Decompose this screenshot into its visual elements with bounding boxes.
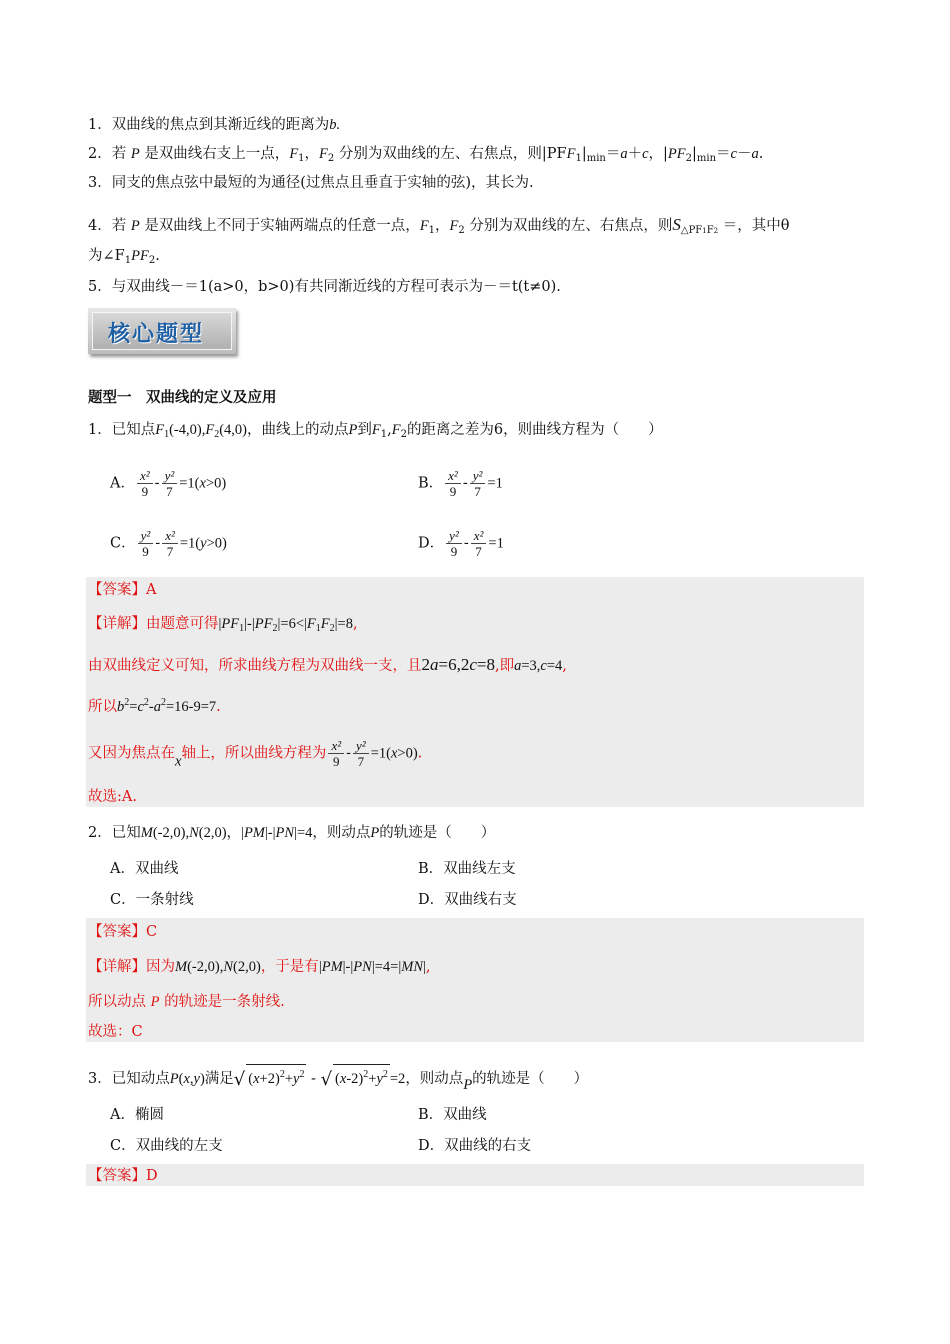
question-1-option-d[interactable]: D． $\frac{\text{y²}}{9}$ - $\frac{\text{x²}}{7}$ =1 xyxy=(418,528,504,559)
question-1-option-c[interactable]: C． $\frac{\text{y²}}{9}$ - $\frac{\text{x²}}{7}$ =1(y>0) xyxy=(110,528,227,559)
property-1: 1．双曲线的焦点到其渐近线的距离为b. xyxy=(88,117,341,133)
question-2-option-a[interactable]: A．双曲线 xyxy=(110,861,179,877)
answer-1-conclusion: 故选:A. xyxy=(88,789,137,805)
question-1-stem: 1．已知点$F_1(-4,0),F_2(4,0)$，曲线上的动点P到$F_1,F_2$的距离之差为6，则曲线方程为（ ） xyxy=(88,422,663,440)
question-2-stem: 2．已知M(-2,0),N(2,0)，|PM|-|PN|=4，则动点P的轨迹是（ ） xyxy=(88,825,496,841)
property-2: 2．若 P 是双曲线右支上一点，$F_1$，$F_2$ 分别为双曲线的左、右焦点，则$|PFF_1|_{min}=a+c$，$|PF_2|_{min}=c-a$. xyxy=(88,146,764,164)
section-title: 题型一 双曲线的定义及应用 xyxy=(88,389,277,406)
property-4: 4．若 P 是双曲线上不同于实轴两端点的任意一点，$F_1$，$F_2$ 分别为双曲线的左、右焦点，则$S_{\triangle PF1F2}$ ＝，其中θ xyxy=(88,215,790,236)
question-3-option-b[interactable]: B．双曲线 xyxy=(418,1107,487,1123)
answer-1: 【答案】A xyxy=(88,582,157,598)
var-b: b. xyxy=(329,117,341,133)
property-4-cont: 为$\angle F_1PF_2$. xyxy=(88,248,160,266)
answer-2-box xyxy=(86,918,864,1042)
answer-3-box xyxy=(86,1164,864,1186)
question-2-option-b[interactable]: B．双曲线左支 xyxy=(418,861,516,877)
answer-3: 【答案】D xyxy=(88,1168,158,1184)
question-3-option-d[interactable]: D．双曲线的右支 xyxy=(418,1138,532,1154)
question-1-option-a[interactable]: A． $\frac{\text{x²}}{9}$ - $\frac{\text{y²}}{7}$ =1(x>0) xyxy=(110,468,227,499)
answer-2: 【答案】C xyxy=(88,924,158,940)
answer-2-conclusion: 故选：C xyxy=(88,1024,143,1040)
question-3-stem: 3．已知动点P(x,y)满足√ $(x+2)^2+y^2$ - √ $(x-2)^2+y^2 =2$，则动点P的轨迹是（ ） xyxy=(88,1064,588,1095)
answer-1-detail-3: 所以$b^2=c^2-a^2=16-9=7$. xyxy=(88,697,221,715)
property-3: 3．同支的焦点弦中最短的为通径(过焦点且垂直于实轴的弦)，其长为. xyxy=(88,175,534,191)
core-question-banner: 核心题型 xyxy=(88,308,236,354)
answer-1-detail-2: 由双曲线定义可知，所求曲线方程为双曲线一支，且2a=6,2c=8,即a=3,c=4, xyxy=(88,655,567,674)
answer-1-box xyxy=(86,577,864,807)
property-5: 5．与双曲线－＝1(a>0，b>0)有共同渐近线的方程可表示为－＝t(t≠0). xyxy=(88,279,561,295)
question-2-option-d[interactable]: D．双曲线右支 xyxy=(418,892,517,908)
question-3-option-c[interactable]: C．双曲线的左支 xyxy=(110,1138,223,1154)
question-1-option-b[interactable]: B． $\frac{\text{x²}}{9}$ - $\frac{\text{y²}}{7}$ =1 xyxy=(418,468,503,499)
question-2-option-c[interactable]: C．一条射线 xyxy=(110,892,194,908)
answer-1-detail-4: 又因为焦点在x轴上，所以曲线方程为 $\frac{\text{x²}}{9}$ - $\frac{\text{y²}}{7}$ =1(x>0). xyxy=(88,738,423,770)
answer-2-detail-2: 所以动点 P 的轨迹是一条射线. xyxy=(88,994,285,1010)
question-3-option-a[interactable]: A．椭圆 xyxy=(110,1107,164,1123)
answer-2-detail-1: 【详解】因为M(-2,0),N(2,0)，于是有|PM|-|PN|=4=|MN|, xyxy=(88,959,431,975)
answer-1-detail-1: 【详解】由题意可得$|PF_1|-|PF_2|=6<|F_1F_2|=8$, xyxy=(88,616,358,634)
